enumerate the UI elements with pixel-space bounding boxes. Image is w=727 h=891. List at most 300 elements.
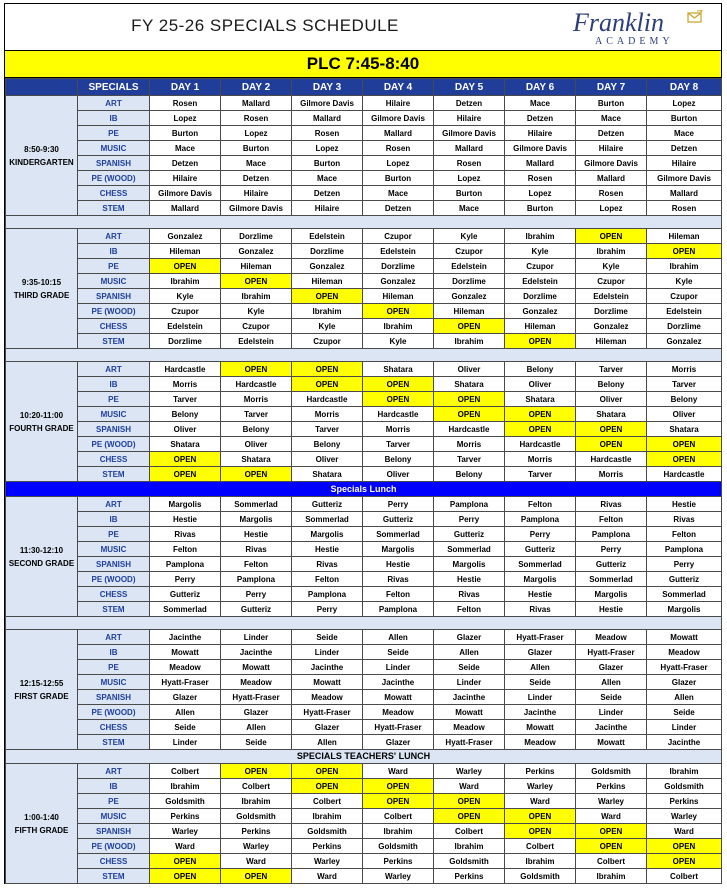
table-row: [6, 809, 722, 824]
open-slot-cell: OPEN: [150, 259, 221, 274]
teacher-cell: Shatara: [221, 452, 292, 467]
subject-label: SPANISH: [78, 289, 150, 304]
teacher-cell: Lopez: [505, 186, 576, 201]
teacher-cell: Hyatt-Fraser: [292, 705, 363, 720]
teacher-cell: Shatara: [647, 422, 722, 437]
open-slot-cell: OPEN: [221, 467, 292, 482]
subject-label: PE: [78, 660, 150, 675]
teacher-cell: Perkins: [434, 869, 505, 884]
separator-cell: [6, 349, 722, 362]
teacher-cell: Rivas: [434, 587, 505, 602]
teacher-cell: Czupor: [576, 274, 647, 289]
teacher-cell: Pamplona: [292, 587, 363, 602]
open-slot-cell: OPEN: [647, 244, 722, 259]
teacher-cell: Gutteriz: [363, 512, 434, 527]
corner-cell: [6, 79, 78, 96]
franklin-academy-logo: [573, 8, 703, 48]
teacher-cell: Margolis: [363, 542, 434, 557]
subject-label: PE: [78, 259, 150, 274]
table-row: [6, 259, 722, 274]
teacher-cell: Mace: [363, 186, 434, 201]
open-slot-cell: OPEN: [363, 794, 434, 809]
teacher-cell: Gonzalez: [434, 289, 505, 304]
teacher-cell: Czupor: [292, 334, 363, 349]
teacher-cell: Ward: [221, 854, 292, 869]
teacher-cell: Hilaire: [292, 201, 363, 216]
teacher-cell: Margolis: [647, 602, 722, 617]
teacher-cell: Hyatt-Fraser: [576, 645, 647, 660]
teacher-cell: Rivas: [363, 572, 434, 587]
teacher-cell: Glazer: [576, 660, 647, 675]
teacher-cell: Detzen: [221, 171, 292, 186]
teacher-cell: Ibrahim: [150, 274, 221, 289]
teacher-cell: Mallard: [221, 96, 292, 111]
teacher-cell: Oliver: [576, 392, 647, 407]
time-range: 8:50-9:30: [24, 144, 59, 154]
teacher-cell: Pamplona: [576, 527, 647, 542]
teacher-cell: Hestie: [647, 497, 722, 512]
subject-label: PE (WOOD): [78, 572, 150, 587]
open-slot-cell: OPEN: [505, 407, 576, 422]
teacher-cell: Perry: [292, 602, 363, 617]
subject-label: ART: [78, 630, 150, 645]
teacher-cell: Tarver: [647, 377, 722, 392]
teacher-cell: Perkins: [292, 839, 363, 854]
teacher-cell: Kyle: [221, 304, 292, 319]
teacher-cell: Morris: [150, 377, 221, 392]
teacher-cell: Hyatt-Fraser: [647, 660, 722, 675]
teacher-cell: Hilaire: [434, 111, 505, 126]
teacher-cell: Gonzalez: [150, 229, 221, 244]
teacher-cell: Gilmore Davis: [363, 111, 434, 126]
teacher-cell: Morris: [505, 452, 576, 467]
open-slot-cell: OPEN: [576, 422, 647, 437]
open-slot-cell: OPEN: [221, 869, 292, 884]
teacher-cell: Ibrahim: [647, 259, 722, 274]
table-row: [6, 126, 722, 141]
teacher-cell: Ibrahim: [221, 794, 292, 809]
teacher-cell: Dorzlime: [505, 289, 576, 304]
open-slot-cell: OPEN: [505, 809, 576, 824]
time-range: 10:20-11:00: [19, 410, 64, 420]
teacher-cell: Glazer: [434, 630, 505, 645]
table-row: [6, 186, 722, 201]
teacher-cell: Jacinthe: [576, 720, 647, 735]
subject-label: CHESS: [78, 452, 150, 467]
teacher-cell: Hardcastle: [647, 467, 722, 482]
teacher-cell: Rosen: [292, 126, 363, 141]
teacher-cell: Hilaire: [363, 96, 434, 111]
teacher-cell: Mallard: [647, 186, 722, 201]
teacher-cell: Burton: [292, 156, 363, 171]
teacher-cell: Ward: [363, 764, 434, 779]
open-slot-cell: OPEN: [221, 764, 292, 779]
table-row: [6, 779, 722, 794]
teacher-cell: Hyatt-Fraser: [221, 690, 292, 705]
open-slot-cell: OPEN: [647, 854, 722, 869]
teacher-cell: Edelstein: [434, 259, 505, 274]
subject-label: PE: [78, 126, 150, 141]
teacher-cell: Gonzalez: [576, 319, 647, 334]
table-row: [6, 645, 722, 660]
teacher-cell: Hilaire: [505, 126, 576, 141]
teacher-cell: Seide: [292, 630, 363, 645]
teacher-cell: Margolis: [434, 557, 505, 572]
teacher-cell: Meadow: [363, 705, 434, 720]
teacher-cell: Perry: [647, 557, 722, 572]
teacher-cell: Detzen: [434, 96, 505, 111]
teacher-cell: Glazer: [505, 645, 576, 660]
teacher-cell: Tarver: [221, 407, 292, 422]
teacher-cell: Gilmore Davis: [647, 171, 722, 186]
teacher-cell: Tarver: [150, 392, 221, 407]
table-row: [6, 407, 722, 422]
teacher-cell: Ibrahim: [647, 764, 722, 779]
teacher-cell: Shatara: [576, 407, 647, 422]
teacher-cell: Meadow: [292, 690, 363, 705]
teacher-cell: Oliver: [505, 377, 576, 392]
teacher-cell: Linder: [576, 705, 647, 720]
teacher-cell: Dorzlime: [363, 259, 434, 274]
teacher-cell: Mowatt: [505, 720, 576, 735]
teacher-cell: Seide: [576, 690, 647, 705]
teacher-cell: Pamplona: [647, 542, 722, 557]
teacher-cell: Goldsmith: [292, 824, 363, 839]
subject-label: STEM: [78, 735, 150, 750]
separator-cell: [6, 216, 722, 229]
teachers-lunch-label: SPECIALS TEACHERS' LUNCH: [6, 750, 722, 764]
teacher-cell: Margolis: [576, 587, 647, 602]
subject-label: ART: [78, 229, 150, 244]
teacher-cell: Sommerlad: [505, 557, 576, 572]
teachers-lunch-row: [6, 750, 722, 764]
teacher-cell: Burton: [150, 126, 221, 141]
subject-label: STEM: [78, 869, 150, 884]
column-header: DAY 7: [576, 79, 647, 96]
subject-label: SPANISH: [78, 824, 150, 839]
subject-label: IB: [78, 377, 150, 392]
teacher-cell: Linder: [505, 690, 576, 705]
specials-lunch-row: [6, 482, 722, 497]
teacher-cell: Burton: [647, 111, 722, 126]
open-slot-cell: OPEN: [292, 362, 363, 377]
teacher-cell: Shatara: [505, 392, 576, 407]
open-slot-cell: OPEN: [150, 452, 221, 467]
subject-label: SPANISH: [78, 422, 150, 437]
teacher-cell: Czupor: [363, 229, 434, 244]
subject-label: MUSIC: [78, 675, 150, 690]
teacher-cell: Mace: [221, 156, 292, 171]
open-slot-cell: OPEN: [150, 467, 221, 482]
subject-label: SPANISH: [78, 557, 150, 572]
teacher-cell: Morris: [647, 362, 722, 377]
teacher-cell: Felton: [647, 527, 722, 542]
teacher-cell: Lopez: [292, 141, 363, 156]
teacher-cell: Lopez: [150, 111, 221, 126]
column-header: DAY 3: [292, 79, 363, 96]
teacher-cell: Ward: [576, 809, 647, 824]
teacher-cell: Rosen: [647, 201, 722, 216]
teacher-cell: Belony: [434, 467, 505, 482]
teacher-cell: Mace: [434, 201, 505, 216]
teacher-cell: Tarver: [434, 452, 505, 467]
open-slot-cell: OPEN: [150, 869, 221, 884]
teacher-cell: Pamplona: [363, 602, 434, 617]
teacher-cell: Colbert: [576, 854, 647, 869]
teacher-cell: Warley: [363, 869, 434, 884]
open-slot-cell: OPEN: [576, 839, 647, 854]
teacher-cell: Oliver: [221, 437, 292, 452]
teacher-cell: Linder: [434, 675, 505, 690]
teacher-cell: Burton: [221, 141, 292, 156]
logo-subtitle: ACADEMY: [595, 36, 674, 47]
time-block-label: [6, 630, 78, 750]
subject-label: PE: [78, 527, 150, 542]
teacher-cell: Rosen: [221, 111, 292, 126]
teacher-cell: Ibrahim: [150, 779, 221, 794]
teacher-cell: Lopez: [647, 96, 722, 111]
open-slot-cell: OPEN: [576, 229, 647, 244]
teacher-cell: Allen: [434, 645, 505, 660]
teacher-cell: Warley: [647, 809, 722, 824]
envelope-icon: [687, 10, 703, 24]
teacher-cell: Hileman: [292, 274, 363, 289]
teacher-cell: Hestie: [292, 542, 363, 557]
teacher-cell: Hileman: [434, 304, 505, 319]
table-row: [6, 244, 722, 259]
time-block-label: [6, 362, 78, 482]
subject-label: CHESS: [78, 854, 150, 869]
teacher-cell: Margolis: [150, 497, 221, 512]
teacher-cell: Goldsmith: [363, 839, 434, 854]
teacher-cell: Tarver: [292, 422, 363, 437]
teacher-cell: Belony: [221, 422, 292, 437]
column-header: DAY 8: [647, 79, 722, 96]
teacher-cell: Gutteriz: [221, 602, 292, 617]
teacher-cell: Shatara: [434, 377, 505, 392]
subject-label: MUSIC: [78, 141, 150, 156]
teacher-cell: Shatara: [150, 437, 221, 452]
table-row: [6, 437, 722, 452]
teacher-cell: Perkins: [576, 779, 647, 794]
teacher-cell: Jacinthe: [221, 645, 292, 660]
teacher-cell: Pamplona: [150, 557, 221, 572]
teacher-cell: Edelstein: [647, 304, 722, 319]
table-row: [6, 764, 722, 779]
teacher-cell: Shatara: [292, 467, 363, 482]
teacher-cell: Hardcastle: [576, 452, 647, 467]
subject-label: PE (WOOD): [78, 839, 150, 854]
teacher-cell: Seide: [363, 645, 434, 660]
table-row: [6, 720, 722, 735]
teacher-cell: Oliver: [647, 407, 722, 422]
teacher-cell: Kyle: [292, 319, 363, 334]
table-row: [6, 422, 722, 437]
teacher-cell: Mace: [292, 171, 363, 186]
teacher-cell: Ward: [505, 794, 576, 809]
teacher-cell: Belony: [150, 407, 221, 422]
teacher-cell: Felton: [292, 572, 363, 587]
teacher-cell: Pamplona: [221, 572, 292, 587]
table-row: [6, 497, 722, 512]
teacher-cell: Hardcastle: [505, 437, 576, 452]
subject-label: ART: [78, 764, 150, 779]
open-slot-cell: OPEN: [505, 334, 576, 349]
teacher-cell: Felton: [576, 512, 647, 527]
teacher-cell: Ibrahim: [434, 334, 505, 349]
time-range: 11:30-12:10: [19, 545, 64, 555]
table-row: [6, 587, 722, 602]
teacher-cell: Warley: [505, 779, 576, 794]
teacher-cell: Belony: [576, 377, 647, 392]
teacher-cell: Allen: [221, 720, 292, 735]
teacher-cell: Rivas: [505, 602, 576, 617]
table-row: [6, 705, 722, 720]
teacher-cell: Lopez: [434, 171, 505, 186]
teacher-cell: Perry: [221, 587, 292, 602]
teacher-cell: Glazer: [292, 720, 363, 735]
teacher-cell: Ibrahim: [434, 839, 505, 854]
teacher-cell: Perry: [434, 512, 505, 527]
document-header: [5, 4, 721, 51]
table-row: [6, 96, 722, 111]
subject-label: SPANISH: [78, 156, 150, 171]
table-row: [6, 824, 722, 839]
open-slot-cell: OPEN: [434, 794, 505, 809]
time-block-label: [6, 96, 78, 216]
teacher-cell: Meadow: [150, 660, 221, 675]
plc-banner: PLC 7:45-8:40: [5, 51, 721, 78]
teacher-cell: Goldsmith: [647, 779, 722, 794]
teacher-cell: Warley: [576, 794, 647, 809]
teacher-cell: Burton: [434, 186, 505, 201]
teacher-cell: Belony: [363, 452, 434, 467]
teacher-cell: Czupor: [647, 289, 722, 304]
teacher-cell: Rosen: [434, 156, 505, 171]
open-slot-cell: OPEN: [292, 377, 363, 392]
teacher-cell: Seide: [505, 675, 576, 690]
teacher-cell: Kyle: [434, 229, 505, 244]
teacher-cell: Edelstein: [150, 319, 221, 334]
teacher-cell: Czupor: [150, 304, 221, 319]
teacher-cell: Edelstein: [505, 274, 576, 289]
grade-label: FIRST GRADE: [14, 691, 69, 701]
teacher-cell: Rivas: [647, 512, 722, 527]
open-slot-cell: OPEN: [434, 319, 505, 334]
teacher-cell: Ward: [292, 869, 363, 884]
teacher-cell: Ibrahim: [576, 869, 647, 884]
teacher-cell: Edelstein: [221, 334, 292, 349]
teacher-cell: Margolis: [221, 512, 292, 527]
teacher-cell: Meadow: [434, 720, 505, 735]
teacher-cell: Colbert: [363, 809, 434, 824]
subject-label: CHESS: [78, 186, 150, 201]
teacher-cell: Hileman: [150, 244, 221, 259]
teacher-cell: Hardcastle: [434, 422, 505, 437]
teacher-cell: Ibrahim: [292, 304, 363, 319]
teacher-cell: Gilmore Davis: [505, 141, 576, 156]
teacher-cell: Perry: [505, 527, 576, 542]
page-title: FY 25-26 SPECIALS SCHEDULE: [131, 16, 399, 35]
subject-label: MUSIC: [78, 542, 150, 557]
teacher-cell: Hardcastle: [363, 407, 434, 422]
open-slot-cell: OPEN: [434, 407, 505, 422]
table-row: [6, 690, 722, 705]
logo-wordmark: Franklin: [573, 8, 664, 37]
teacher-cell: Morris: [292, 407, 363, 422]
teacher-cell: Detzen: [150, 156, 221, 171]
teacher-cell: Linder: [292, 645, 363, 660]
table-row: [6, 111, 722, 126]
subject-label: CHESS: [78, 319, 150, 334]
table-row: [6, 156, 722, 171]
subject-label: PE: [78, 794, 150, 809]
table-row: [6, 274, 722, 289]
teacher-cell: Goldsmith: [505, 869, 576, 884]
teacher-cell: Hilaire: [576, 141, 647, 156]
teacher-cell: Linder: [150, 735, 221, 750]
teacher-cell: Tarver: [505, 467, 576, 482]
teacher-cell: Mowatt: [150, 645, 221, 660]
subject-label: STEM: [78, 467, 150, 482]
teacher-cell: Perry: [576, 542, 647, 557]
teacher-cell: Tarver: [363, 437, 434, 452]
teacher-cell: Belony: [292, 437, 363, 452]
teacher-cell: Morris: [576, 467, 647, 482]
teacher-cell: Sommerlad: [576, 572, 647, 587]
open-slot-cell: OPEN: [647, 452, 722, 467]
teacher-cell: Pamplona: [505, 512, 576, 527]
table-row: [6, 334, 722, 349]
table-row: [6, 660, 722, 675]
teacher-cell: Hileman: [576, 334, 647, 349]
teacher-cell: Mallard: [150, 201, 221, 216]
teacher-cell: Gilmore Davis: [221, 201, 292, 216]
teacher-cell: Gilmore Davis: [434, 126, 505, 141]
teacher-cell: Perkins: [647, 794, 722, 809]
teacher-cell: Hestie: [576, 602, 647, 617]
teacher-cell: Mowatt: [292, 675, 363, 690]
teacher-cell: Dorzlime: [150, 334, 221, 349]
teacher-cell: Kyle: [150, 289, 221, 304]
teacher-cell: Detzen: [647, 141, 722, 156]
teacher-cell: Jacinthe: [505, 705, 576, 720]
teacher-cell: Perry: [363, 497, 434, 512]
teacher-cell: Jacinthe: [150, 630, 221, 645]
teacher-cell: Lopez: [576, 201, 647, 216]
teacher-cell: Hilaire: [221, 186, 292, 201]
teacher-cell: Edelstein: [363, 244, 434, 259]
teacher-cell: Dorzlime: [292, 244, 363, 259]
teacher-cell: Perry: [150, 572, 221, 587]
table-row: [6, 304, 722, 319]
teacher-cell: Hardcastle: [150, 362, 221, 377]
column-header-row: [6, 79, 722, 96]
teacher-cell: Perkins: [505, 764, 576, 779]
teacher-cell: Perkins: [150, 809, 221, 824]
teacher-cell: Sommerlad: [292, 512, 363, 527]
table-row: [6, 467, 722, 482]
teacher-cell: Gutteriz: [150, 587, 221, 602]
teacher-cell: Mowatt: [434, 705, 505, 720]
teacher-cell: Mallard: [505, 156, 576, 171]
teacher-cell: Mowatt: [363, 690, 434, 705]
table-row: [6, 289, 722, 304]
open-slot-cell: OPEN: [434, 392, 505, 407]
teacher-cell: Goldsmith: [150, 794, 221, 809]
teacher-cell: Allen: [505, 660, 576, 675]
teacher-cell: Hestie: [363, 557, 434, 572]
